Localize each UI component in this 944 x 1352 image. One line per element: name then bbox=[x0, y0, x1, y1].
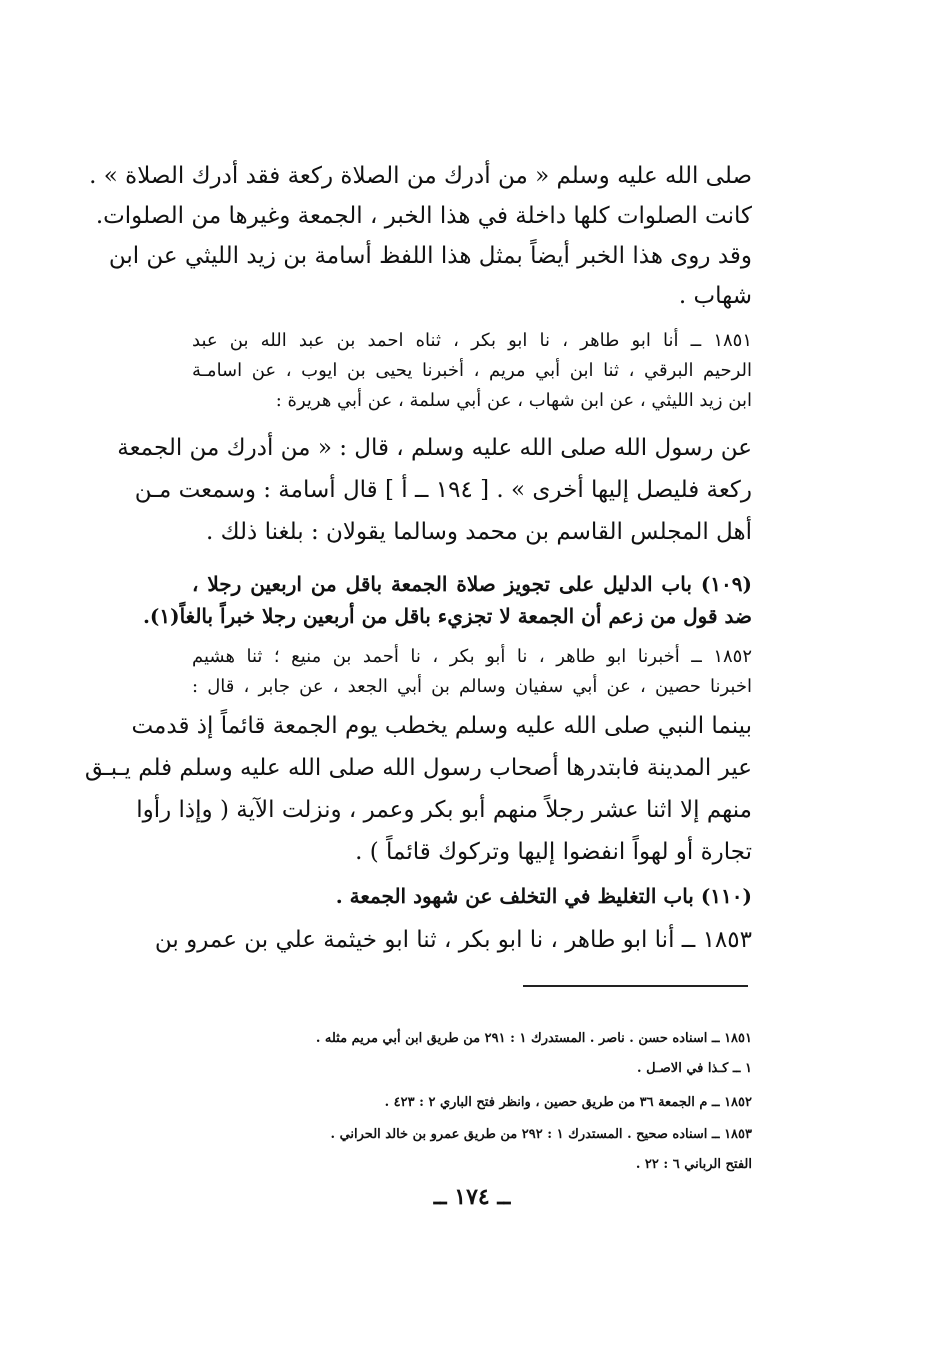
hadith-1852-matn-2: عير المدينة فابتدرها أصحاب رسول الله صلى الله عليه وسلم فلم يـبـق bbox=[84, 755, 752, 781]
hadith-1851-isnad-1: ١٨٥١ ــ أنا ابو طاهر ، نا ابو بكر ، ثناه احمد بن عبد الله بن عبد bbox=[192, 330, 752, 351]
footnote-1853: ١٨٥٣ ــ اسناده صحيح . المستدرك ١ : ٢٩٢ من طريق عمرو بن خالد الحراني . bbox=[330, 1127, 752, 1142]
hadith-1851-matn-2: ركعة فليصل إليها أخرى » . [ ١٩٤ ــ أ ] قال أسامة : وسمعت مـن bbox=[134, 477, 752, 503]
intro-line-4: شهاب . bbox=[678, 283, 752, 309]
hadith-1851-matn-1: عن رسول الله صلى الله عليه وسلم ، قال : « من أدرك من الجمعة bbox=[117, 435, 752, 461]
hadith-1853-isnad: ١٨٥٣ ــ أنا ابو طاهر ، نا ابو بكر ، ثنا ابو خيثمة علي بن عمرو بن bbox=[154, 927, 752, 953]
hadith-1851-isnad-2: الرحيم البرقي ، ثنا ابن أبي مريم ، أخبرنا يحيى بن ايوب ، عن اسامـة bbox=[192, 360, 752, 381]
hadith-1852-isnad-1: ١٨٥٢ ــ أخبرنا ابو طاهر ، نا أبو بكر ، نا أحمد بن منيع ؛ ثنا هشيم bbox=[192, 646, 752, 667]
chapter-110-heading: (١١٠) باب التغليظ في التخلف عن شهود الجمعة . bbox=[335, 884, 752, 908]
hadith-1851-isnad-3: ابن زيد الليثي ، عن ابن شهاب ، عن أبي سلمة ، عن أبي هريرة : bbox=[275, 390, 752, 411]
chapter-109-heading-1: (١٠٩) باب الدليل على تجويز صلاة الجمعة باقل من اربعين رجلا ، bbox=[192, 572, 752, 596]
intro-line-2: كانت الصلوات كلها داخلة في هذا الخبر ، الجمعة وغيرها من الصلوات. bbox=[95, 203, 752, 229]
hadith-1852-matn-4: تجارة أو لهواً انفضوا إليها وتركوك قائماً ) . bbox=[355, 839, 752, 865]
hadith-1851-matn-3: أهل المجلس القاسم بن محمد وسالما يقولان : بلغنا ذلك . bbox=[206, 519, 752, 545]
footnote-1853-cont: الفتح الرباني ٦ : ٢٢ . bbox=[635, 1157, 752, 1172]
footnote-1851: ١٨٥١ ــ اسناده حسن . ناصر . المستدرك ١ : ٢٩١ من طريق ابن أبي مريم مثله . bbox=[315, 1031, 752, 1046]
hadith-1852-matn-3: منهم إلا اثنا عشر رجلاً منهم أبو بكر وعمر ، ونزلت الآية ( وإذا رأوا bbox=[136, 797, 752, 823]
chapter-109-heading-2: ضد قول من زعم أن الجمعة لا تجزيء باقل من أربعين رجلا خبراً بالغاً(١). bbox=[142, 604, 752, 628]
hadith-1852-matn-1: بينما النبي صلى الله عليه وسلم يخطب يوم الجمعة قائماً إذ قدمت bbox=[131, 713, 752, 739]
intro-line-1: صلى الله عليه وسلم « من أدرك من الصلاة ركعة فقد أدرك الصلاة » . bbox=[89, 163, 752, 189]
footnote-1: ١ ــ كـذا في الاصـل . bbox=[637, 1061, 752, 1076]
hadith-1852-isnad-2: اخبرنا حصين ، عن أبي سفيان وسالم بن أبي الجعد ، عن جابر ، قال : bbox=[192, 676, 752, 697]
footnote-separator bbox=[523, 985, 748, 987]
intro-line-3: وقد روى هذا الخبر أيضاً بمثل هذا اللفظ أسامة بن زيد الليثي عن ابن bbox=[108, 243, 752, 269]
footnote-1852: ١٨٥٢ ــ م الجمعة ٣٦ من طريق حصين ، وانظر فتح الباري ٢ : ٤٢٣ . bbox=[384, 1095, 752, 1110]
page-number: ــ ١٧٤ ــ bbox=[433, 1184, 511, 1210]
